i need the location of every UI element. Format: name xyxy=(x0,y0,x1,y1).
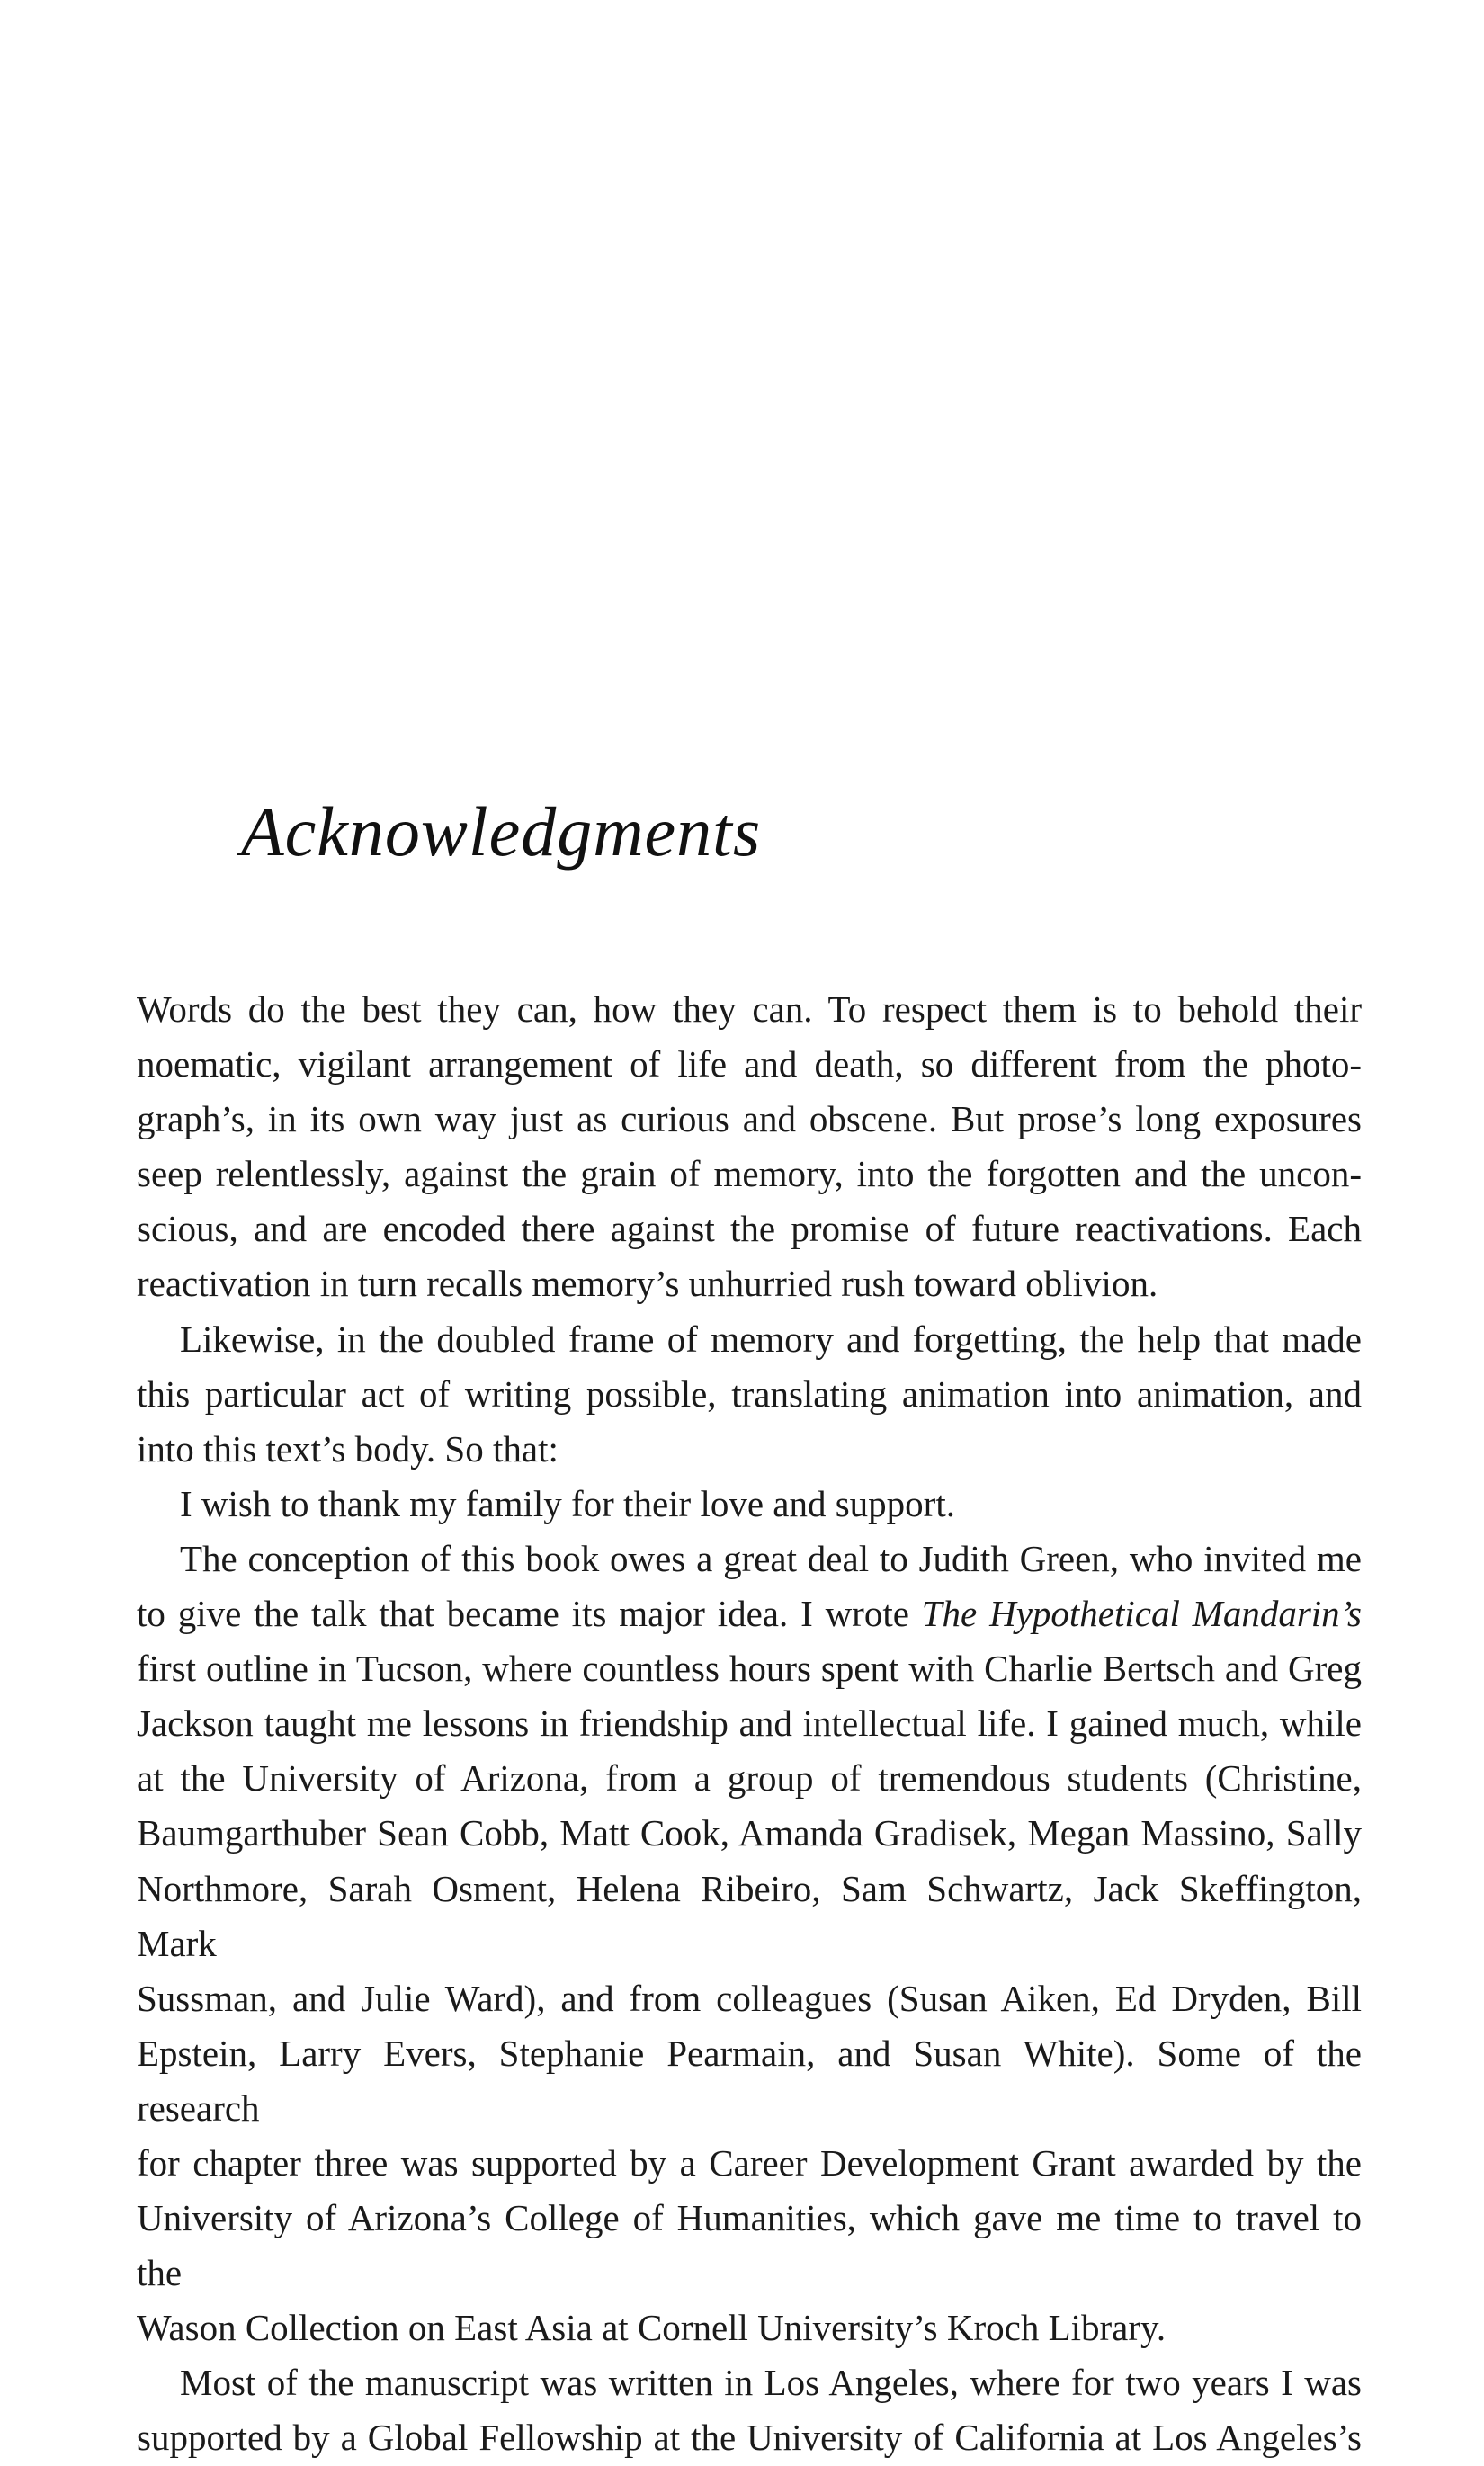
text-line: for chapter three was supported by a Career Development Grant awarded by the xyxy=(137,2141,1362,2184)
body-text xyxy=(137,982,1362,2466)
book-title-italic: The Hypothetical Mandarin’s xyxy=(921,1593,1362,1635)
text-line: Sussman, and Julie Ward), and from colleagues (Susan Aiken, Ed Dryden, Bill xyxy=(137,1977,1362,2019)
text-line: supported by a Global Fellowship at the University of California at Los Angeles’s xyxy=(137,2417,1362,2459)
text-line: scious, and are encoded there against the promise of future reactivations. Each xyxy=(137,1208,1362,1250)
paragraph-1 xyxy=(137,982,1362,1312)
paragraph-3 xyxy=(137,1477,1362,1532)
chapter-title: Acknowledgments xyxy=(241,792,762,871)
text-line: graph’s, in its own way just as curious and obscene. But prose’s long exposures xyxy=(137,1098,1362,1140)
text-line: Wason Collection on East Asia at Cornell University’s Kroch Library. xyxy=(137,2307,1167,2349)
text-line: this particular act of writing possible, translating animation into animation, and xyxy=(137,1372,1362,1415)
text-line-with-title xyxy=(137,1586,1362,1641)
text-line: into this text’s body. So that: xyxy=(137,1427,559,1470)
text-line: at the University of Arizona, from a group of tremendous students (Christine, xyxy=(137,1757,1362,1800)
paragraph-4 xyxy=(137,1532,1362,2355)
text-segment: to give the talk that became its major idea. I wrote xyxy=(137,1593,922,1635)
text-line: Jackson taught me lessons in friendship and intellectual life. I gained much, while xyxy=(137,1702,1362,1745)
text-line: Most of the manuscript was written in Los Angeles, where for two years I was xyxy=(180,2362,1362,2404)
text-line: first outline in Tucson, where countless hours spent with Charlie Bertsch and Greg xyxy=(137,1648,1362,1690)
text-line: Northmore, Sarah Osment, Helena Ribeiro, Sam Schwartz, Jack Skeffington, Mark xyxy=(137,1867,1362,1964)
text-line: Baumgarthuber Sean Cobb, Matt Cook, Amanda Gradisek, Megan Massino, Sally xyxy=(137,1812,1362,1854)
text-line: Likewise, in the doubled frame of memory and forgetting, the help that made xyxy=(180,1318,1362,1360)
text-line: Words do the best they can, how they can. To respect them is to behold their xyxy=(137,988,1362,1030)
text-line: The conception of this book owes a great deal to Judith Green, who invited me xyxy=(180,1537,1362,1579)
text-line: Epstein, Larry Evers, Stephanie Pearmain, and Susan White). Some of the research xyxy=(137,2032,1362,2129)
text-line: reactivation in turn recalls memory’s unhurried rush toward oblivion. xyxy=(137,1263,1158,1305)
text-line: I wish to thank my family for their love and support. xyxy=(180,1482,955,1524)
text-line: noematic, vigilant arrangement of life and death, so different from the photo- xyxy=(137,1043,1362,1086)
paragraph-5 xyxy=(137,2355,1362,2465)
text-line: seep relentlessly, against the grain of memory, into the forgotten and the uncon- xyxy=(137,1153,1362,1195)
text-line: University of Arizona’s College of Humanities, which gave me time to travel to the xyxy=(137,2197,1362,2294)
paragraph-2 xyxy=(137,1312,1362,1477)
